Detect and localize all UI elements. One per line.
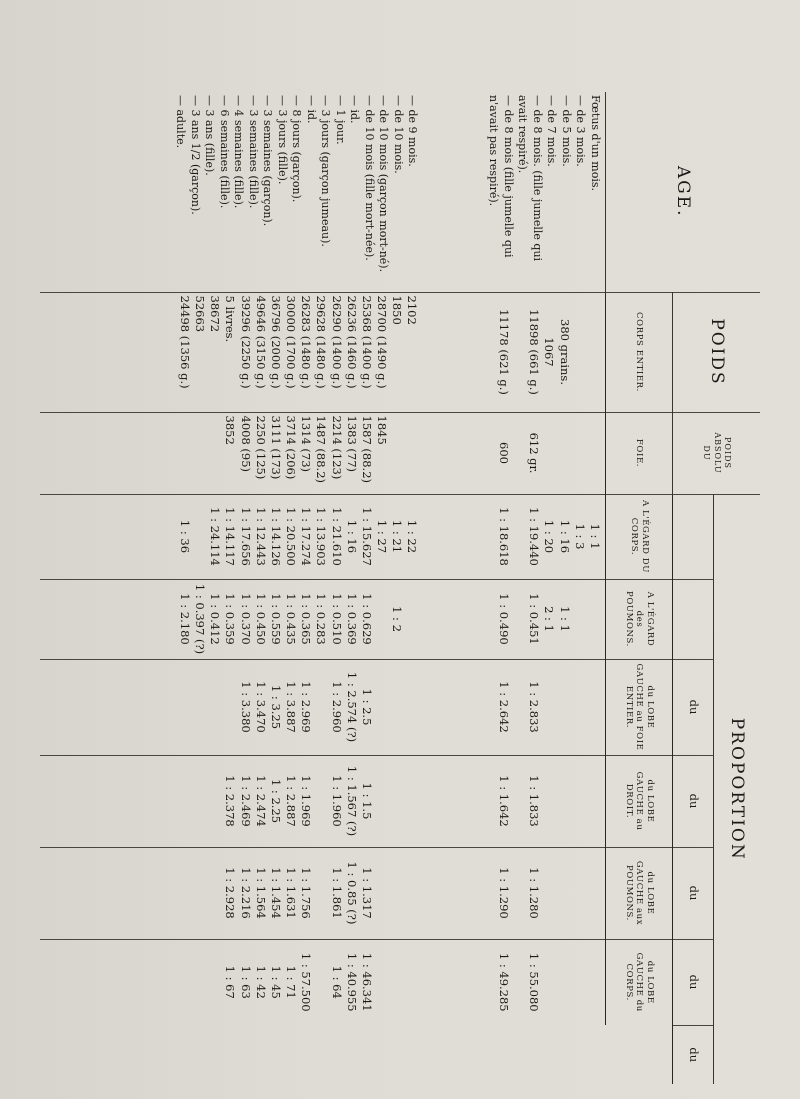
header-du-6: du	[673, 939, 714, 1025]
age-column-bottom: — de 9 mois. — de 10 mois. — de 10 mois (garçon mort-né). — de 10 mois (fille mort-née). — id. — 1 jour. — 3 jours (garçon jumeau). — id. — 8 jours (garçon). — 3 jours (fille). — 3 semaines (garçon). — 3 semaines (fille). — 4 semaines (fille). — 6 semaines (fille). — 3 ans (fille). — 3 ans 1/2 (garçon). — adulte.	[174, 95, 420, 273]
header-poids: POIDS	[673, 292, 761, 412]
poumons-rel-column-bottom: 1 : 2 1 : 0.629 1 : 0.369 1 : 0.510 1 : 0.283 1 : 0.365 1 : 0.435 1 : 0.559 1 : 0.450 1 : 0.370 1 : 0.359 1 : 0.412 1 : 0.397 (?) 1 : 2.180	[40, 579, 422, 659]
header-poids-absolu: POIDS ABSOLU DU	[673, 412, 761, 494]
foie-column-bottom: 1845 1587 (88.2) 1383 (77) 2214 (123) 1487 (88.2) 1314 (73) 3714 (206) 3111 (173) 2250 (125) 4008 (95) 3852	[40, 412, 422, 494]
foie-column-top: 612 gr. 600	[422, 412, 605, 494]
lobe-corps-column-top: 1 : 55.080 1 : 49.285	[422, 939, 605, 1025]
col-lobe-poumons: du LOBE GAUCHE aux POUMONS.	[606, 847, 673, 939]
col-foie: FOIE.	[606, 412, 673, 494]
lobe-droit-column-top: 1 : 1.833 1 : 1.642	[422, 755, 605, 847]
header-du-5: du	[673, 847, 714, 939]
lobe-droit-column-bottom: 1 : 1.5 1 : 1.567 (?) 1 : 1.960 1 : 1.969 1 : 2.887 1 : 2.25 1 : 2.474 1 : 2.469 1 : 2.378	[40, 755, 422, 847]
header-proportion: PROPORTION	[714, 494, 761, 1084]
header-age: AGE.	[606, 92, 761, 292]
lobe-poumons-column-top: 1 : 1.280 1 : 1.290	[422, 847, 605, 939]
col-lobe-foie: du LOBE GAUCHE au FOIE ENTIER.	[606, 659, 673, 755]
corps-column-top: 380 grains. 1067 11898 (661 g.) 11178 (621 g.)	[422, 292, 605, 412]
lobe-poumons-column-bottom: 1 : 1.317 1 : 0.85 (?) 1 : 1.861 1 : 1.756 1 : 1.631 1 : 1.454 1 : 1.564 1 : 2.216 1 : 2.928	[40, 847, 422, 939]
col-lobe-corps: du LOBE GAUCHE du CORPS.	[606, 939, 673, 1025]
col-poumons-rel: A L'ÉGARD des POUMONS.	[606, 579, 673, 659]
lobe-corps-column-bottom: 1 : 46.341 1 : 40.955 1 : 64 1 : 57.500 1 : 71 1 : 45 1 : 42 1 : 63 1 : 67	[40, 939, 422, 1025]
table-row-block-bottom	[40, 92, 422, 1084]
poumons-rel-column-top: 1 : 1 2 : 1 1 : 0.451 1 : 0.490	[422, 579, 605, 659]
header-row-top	[714, 92, 761, 1084]
header-du-3: du	[673, 659, 714, 755]
header-du-4: du	[673, 755, 714, 847]
col-lobe-droit: du LOBE GAUCHE au DROIT.	[606, 755, 673, 847]
header-du-2	[673, 579, 714, 659]
rotated-table-sheet	[40, 92, 760, 1084]
corps-rel-column-bottom: 1 : 22 1 : 21 1 : 27 1 : 15.627 1 : 16 1 : 21.610 1 : 13.903 1 : 17.274 1 : 20.500 1 : 14.126 1 : 12.443 1 : 17.656 1 : 14.117 1 : 24.114 1 : 36	[40, 494, 422, 579]
lobe-foie-column-bottom: 1 : 2.5 1 : 2.574 (?) 1 : 2.960 1 : 2.969 1 : 3.887 1 : 3.25 1 : 3.470 1 : 3.380	[40, 659, 422, 755]
table-row-block-top	[422, 92, 605, 1084]
corps-rel-column-top: 1 : 1 1 : 3 1 : 16 1 : 20 1 : 19.440 1 : 18.618	[422, 494, 605, 579]
age-column-top: Fœtus d'un mois. — de 3 mois. — de 5 mois. — de 7 mois. — de 8 mois. (fille jumelle qui avait respiré). — de 8 mois (fille jumelle qui n'avait pas respiré).	[487, 95, 602, 262]
col-corps-rel: A L'ÉGARD DU CORPS.	[606, 494, 673, 579]
lobe-foie-column-top: 1 : 2.833 1 : 2.642	[422, 659, 605, 755]
header-du-1	[673, 494, 714, 579]
col-corps-entier: CORPS ENTIER.	[606, 292, 673, 412]
header-du-7: du	[673, 1025, 714, 1084]
proportion-table	[40, 92, 760, 1084]
corps-column-bottom: 2102 1850 28700 (1490 g.) 25368 (1400 g.) 26236 (1460 g.) 26290 (1400 g.) 29628 (1480 g.) 26283 (1480 g.) 30000 (1700 g.) 36796 (2000 g.) 49646 (3150 g.) 39296 (2250 g.) 5 livres. 38672 52663 24498 (1356 g.)	[40, 292, 422, 412]
